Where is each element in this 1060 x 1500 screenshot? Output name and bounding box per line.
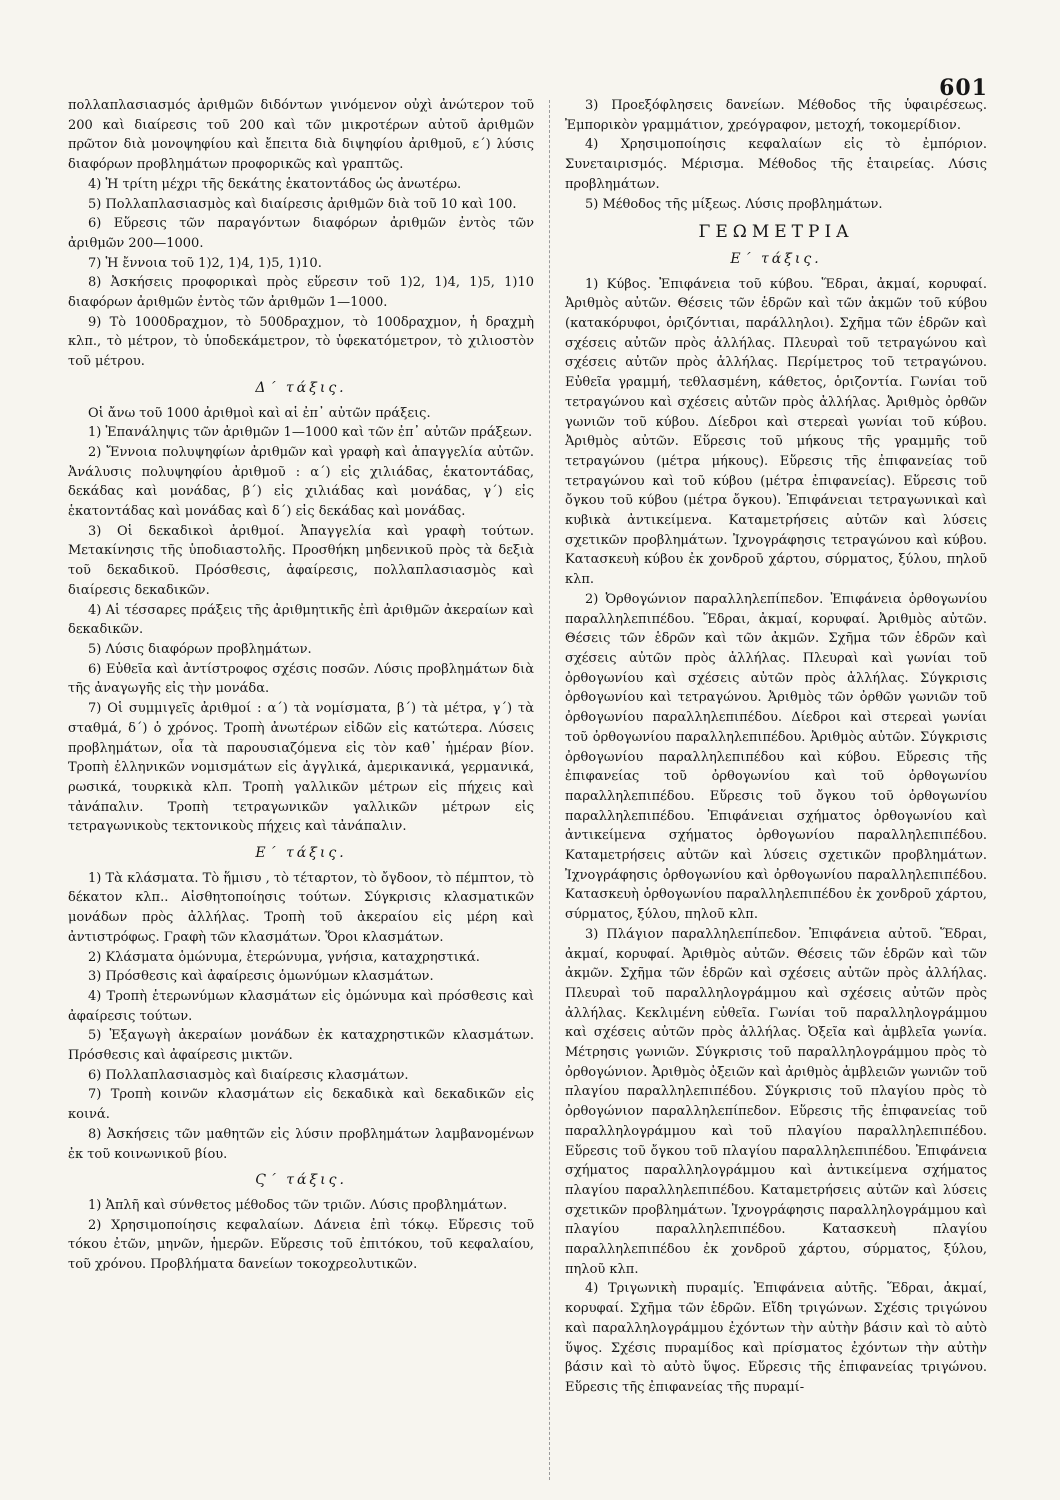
paragraph: 8) Ἀσκήσεις τῶν μαθητῶν εἰς λύσιν προβλημάτων λαμβανομένων ἐκ τοῦ κοινωνικοῦ βίου. <box>68 1126 534 1162</box>
paragraph: 1) Τὰ κλάσματα. Τὸ ἥμισυ , τὸ τέταρτον, τὸ ὄγδοον, τὸ πέμπτον, τὸ δέκατον κλπ.. Αἰσθητοποίησις τούτων. Σύγκρισις κλασματικῶν μονάδων πρὸς ἀλλήλας. Τροπὴ τοῦ ἀκεραίου εἰς μέρη καὶ ἀντιστρόφως. Γραφὴ τῶν κλασμάτων. Ὅροι κλασμάτων. <box>68 870 534 945</box>
page-number: 601 <box>939 75 988 101</box>
paragraph: Οἱ ἄνω τοῦ 1000 ἀριθμοὶ καὶ αἱ ἐπ᾽ αὐτῶν πράξεις. <box>88 405 431 421</box>
paragraph: 2) Ἔννοια πολυψηφίων ἀριθμῶν καὶ γραφὴ καὶ ἀπαγγελία αὐτῶν. Ἀνάλυσις πολυψηφίου ἀριθμοῦ : α΄) εἰς χιλιάδας, ἑκατοντάδας, δεκάδας καὶ μονάδας, β΄) εἰς χιλιάδας καὶ μονάδας, γ΄) εἰς ἑκατοντάδας καὶ μονάδας καὶ δ΄) εἰς δεκάδας καὶ μονάδας. <box>68 444 534 520</box>
paragraph: 6) Εὐθεῖα καὶ ἀντίστροφος σχέσις ποσῶν. Λύσις προβλημάτων διὰ τῆς ἀναγωγῆς εἰς τὴν μονάδα. <box>68 661 534 697</box>
geometry-heading: ΓΕΩΜΕΤΡΙΑ <box>698 222 854 243</box>
section-heading-e: Ε΄ τάξις. <box>255 845 347 862</box>
left-column <box>68 96 534 1275</box>
right-column <box>565 96 987 1398</box>
paragraph: 4) Τριγωνικὴ πυραμίς. Ἐπιφάνεια αὐτῆς. Ἕδραι, ἀκμαί, κορυφαί. Σχῆμα τῶν ἑδρῶν. Εἴδη τριγώνων. Σχέσις τριγώνου καὶ παραλληλογράμμου ἐχόντων τὴν αὐτὴν βάσιν καὶ τὸ αὐτὸ ὕψος. Σχέσις πυραμίδος καὶ πρίσματος ἐχόντων τὴν αὐτὴν βάσιν καὶ τὸ αὐτὸ ὕψος. Εὕρεσις τῆς ἐπιφανείας τριγώνου. Εὕρεσις τῆς ἐπιφανείας τῆς πυραμί- <box>565 1281 987 1395</box>
section-heading-d: Δ΄ τάξις. <box>255 379 347 396</box>
paragraph: 4) Τροπὴ ἑτερωνύμων κλασμάτων εἰς ὁμώνυμα καὶ πρόσθεσις καὶ ἀφαίρεσις τούτων. <box>68 988 534 1024</box>
paragraph: 7) Οἱ συμμιγεῖς ἀριθμοί : α΄) τὰ νομίσματα, β΄) τὰ μέτρα, γ΄) τὰ σταθμά, δ΄) ὁ χρόνος. Τροπὴ ἀνωτέρων εἰδῶν εἰς κατώτερα. Λύσεις προβλημάτων, οἷα τὰ παρουσιαζόμενα εἰς τὸν καθ᾽ ἡμέραν βίον. Τροπὴ ἑλληνικῶν νομισμάτων εἰς ἀγγλικά, ἀμερικανικά, γερμανικά, ρωσικά, τουρκικὰ κλπ. Τροπὴ γαλλικῶν μέτρων εἰς πήχεις καὶ τἀνάπαλιν. Τροπὴ τετραγωνικῶν γαλλικῶν μέτρων εἰς τετραγωνικοὺς τεκτονικοὺς πήχεις καὶ τἀνάπαλιν. <box>68 701 534 835</box>
paragraph: 3) Πλάγιον παραλληλεπίπεδον. Ἐπιφάνεια αὐτοῦ. Ἕδραι, ἀκμαί, κορυφαί. Ἀριθμὸς αὐτῶν. Θέσεις τῶν ἑδρῶν καὶ τῶν ἀκμῶν. Σχῆμα τῶν ἑδρῶν καὶ σχέσεις αὐτῶν πρὸς ἀλλήλας. Πλευραὶ τοῦ παραλληλογράμμου καὶ σχέσεις αὐτῶν πρὸς ἀλλήλας. Κεκλιμένη εὐθεῖα. Γωνίαι τοῦ παραλληλογράμμου καὶ σχέσεις αὐτῶν πρὸς ἀλλήλας. Ὀξεῖα καὶ ἀμβλεῖα γωνία. Μέτρησις γωνιῶν. Σύγκρισις τοῦ παραλληλογράμμου πρὸς τὸ ὀρθογώνιον. Ἀριθμὸς ὀξειῶν καὶ ἀριθμὸς ἀμβλειῶν γωνιῶν τοῦ πλαγίου παραλληλεπιπέδου. Σύγκρισις τοῦ πλαγίου πρὸς τὸ ὀρθογώνιον παραλληλεπίπεδον. Εὕρεσις τῆς ἐπιφανείας τοῦ παραλληλογράμμου καὶ τοῦ πλαγίου παραλληλεπιπέδου. Εὕρεσις τοῦ ὄγκου τοῦ πλαγίου παραλληλεπιπέδου. Ἐπιφάνεια σχήματος παραλληλογράμμου καὶ ἀντικείμενα σχήματος πλαγίου παραλληλεπιπέδου. Καταμετρήσεις αὐτῶν καὶ λύσεις σχετικῶν προβλημάτων. Ἰχνογράφησις παραλληλογράμμου καὶ πλαγίου παραλληλεπιπέδου. Κατασκευὴ πλαγίου παραλληλεπιπέδου ἐκ χονδροῦ χάρτου, σύρματος, ξύλου, πηλοῦ κλπ. <box>565 926 987 1277</box>
paragraph: 4) Ἡ τρίτη μέχρι τῆς δεκάτης ἑκατοντάδος ὡς ἀνωτέρω. <box>88 176 462 192</box>
paragraph: 1) Ἁπλῆ καὶ σύνθετος μέθοδος τῶν τριῶν. Λύσις προβλημάτων. <box>88 1197 508 1213</box>
section-heading-e-geometry: Ε΄ τάξις. <box>730 250 822 267</box>
paragraph: 5) Πολλαπλασιασμὸς καὶ διαίρεσις ἀριθμῶν διὰ τοῦ 10 καὶ 100. <box>88 196 517 212</box>
paragraph: 7) Ἡ ἔννοια τοῦ 1)2, 1)4, 1)5, 1)10. <box>88 255 322 271</box>
column-divider <box>549 100 550 1480</box>
paragraph: 1) Ἐπανάληψις τῶν ἀριθμῶν 1—1000 καὶ τῶν ἐπ᾽ αὐτῶν πράξεων. <box>88 425 533 441</box>
paragraph: 5) Μέθοδος τῆς μίξεως. Λύσις προβλημάτων. <box>585 196 883 212</box>
paragraph: 7) Τροπὴ κοινῶν κλασμάτων εἰς δεκαδικὰ καὶ δεκαδικῶν εἰς κοινά. <box>68 1087 534 1123</box>
paragraph: 6) Πολλαπλασιασμὸς καὶ διαίρεσις κλασμάτων. <box>88 1067 409 1083</box>
paragraph: 9) Τὸ 1000δραχμον, τὸ 500δραχμον, τὸ 100δραχμον, ἡ δραχμὴ κλπ., τὸ μέτρον, τὸ ὑποδεκάμετρον, τὸ ὑφεκατόμετρον, τὸ χιλιοστὸν τοῦ μέτρου. <box>68 314 534 370</box>
paragraph: 8) Ἀσκήσεις προφορικαὶ πρὸς εὕρεσιν τοῦ 1)2, 1)4, 1)5, 1)10 διαφόρων ἀριθμῶν ἐντὸς τῶν ἀριθμῶν 1—1000. <box>68 275 534 311</box>
section-heading-st: Ϛ΄ τάξις. <box>255 1172 347 1189</box>
paragraph: 1) Κύβος. Ἐπιφάνεια τοῦ κύβου. Ἕδραι, ἀκμαί, κορυφαί. Ἀριθμὸς αὐτῶν. Θέσεις τῶν ἑδρῶν καὶ τῶν ἀκμῶν τοῦ κύβου (κατακόρυφοι, ὁριζόντιαι, παράλληλοι). Σχῆμα τῶν ἑδρῶν καὶ σχέσεις αὐτῶν πρὸς ἀλλήλας. Πλευραὶ τοῦ τετραγώνου καὶ σχέσεις αὐτῶν πρὸς ἀλλήλας. Περίμετρος τοῦ τετραγώνου. Εὐθεῖα γραμμή, τεθλασμένη, κάθετος, ὁριζοντία. Γωνίαι τοῦ τετραγώνου καὶ σχέσεις αὐτῶν πρὸς ἀλλήλας. Ἀριθμὸς ὀρθῶν γωνιῶν τοῦ κύβου. Δίεδροι καὶ στερεαὶ γωνίαι τοῦ κύβου. Ἀριθμὸς αὐτῶν. Εὕρεσις τοῦ μήκους τῆς γραμμῆς τοῦ τετραγώνου (μέτρα μήκους). Εὕρεσις τῆς ἐπιφανείας τοῦ τετραγώνου καὶ τοῦ κύβου (μέτρα ἐπιφανείας). Εὕρεσις τοῦ ὄγκου τοῦ κύβου (μέτρα ὄγκου). Ἐπιφάνειαι τετραγωνικαὶ καὶ κυβικὰ ἀντικείμενα. Καταμετρήσεις αὐτῶν καὶ λύσεις σχετικῶν προβλημάτων. Ἰχνογράφησις τετραγώνου καὶ κύβου. Κατασκευὴ κύβου ἐκ χονδροῦ χάρτου, σύρματος, ξύλου, πηλοῦ κλπ. <box>565 276 987 588</box>
paragraph: 6) Εὕρεσις τῶν παραγόντων διαφόρων ἀριθμῶν ἐντὸς τῶν ἀριθμῶν 200—1000. <box>68 216 534 251</box>
paragraph: 2) Χρησιμοποίησις κεφαλαίων. Δάνεια ἐπὶ τόκῳ. Εὕρεσις τοῦ τόκου ἐτῶν, μηνῶν, ἡμερῶν. Εὕρεσις τοῦ ἐπιτόκου, τοῦ κεφαλαίου, τοῦ χρόνου. Προβλήματα δανείων τοκοχρεολυτικῶν. <box>68 1217 534 1273</box>
paragraph: 2) Ὀρθογώνιον παραλληλεπίπεδον. Ἐπιφάνεια ὀρθογωνίου παραλληλεπιπέδου. Ἕδραι, ἀκμαί, κορυφαί. Ἀριθμὸς αὐτῶν. Θέσεις τῶν ἑδρῶν καὶ τῶν ἀκμῶν. Σχῆμα τῶν ἑδρῶν καὶ σχέσεις αὐτῶν πρὸς ἀλλήλας. Πλευραὶ καὶ γωνίαι τοῦ ὀρθογωνίου καὶ σχέσεις αὐτῶν πρὸς ἀλλήλας. Σύγκρισις ὀρθογωνίου καὶ τετραγώνου. Ἀριθμὸς τῶν ὀρθῶν γωνιῶν τοῦ ὀρθογωνίου παραλληλεπιπέδου. Δίεδροι καὶ στερεαὶ γωνίαι τοῦ ὀρθογωνίου παραλληλεπιπέδου. Ἀριθμὸς αὐτῶν. Σύγκρισις ὀρθογωνίου παραλληλεπιπέδου καὶ κύβου. Εὕρεσις τῆς ἐπιφανείας τοῦ ὀρθογωνίου καὶ τοῦ ὀρθογωνίου παραλληλεπιπέδου. Εὕρεσις τοῦ ὄγκου τοῦ ὀρθογωνίου παραλληλεπιπέδου. Ἐπιφάνειαι σχήματος ὀρθογωνίου καὶ ἀντικείμενα σχήματος ὀρθογωνίου παραλληλεπιπέδου. Καταμετρήσεις αὐτῶν καὶ λύσεις σχετικῶν προβλημάτων. Ἰχνογράφησις ὀρθογωνίου καὶ ὀρθογωνίου παραλληλεπιπέδου. Κατασκευὴ ὀρθογωνίου παραλληλεπιπέδου ἐκ χονδροῦ χάρτου, σύρματος, ξύλου, πηλοῦ κλπ. <box>565 591 987 923</box>
paragraph: 3) Οἱ δεκαδικοὶ ἀριθμοί. Ἀπαγγελία καὶ γραφὴ τούτων. Μετακίνησις τῆς ὑποδιαστολῆς. Προσθήκη μηδενικοῦ πρὸς τὰ δεξιὰ τοῦ δεκαδικοῦ. Πρόσθεσις, ἀφαίρεσις, πολλαπλασιασμὸς καὶ διαίρεσις δεκαδικῶν. <box>68 523 534 598</box>
paragraph: 5) Λύσις διαφόρων προβλημάτων. <box>88 641 312 657</box>
paragraph: 4) Αἱ τέσσαρες πράξεις τῆς ἀριθμητικῆς ἐπὶ ἀριθμῶν ἀκεραίων καὶ δεκαδικῶν. <box>68 602 534 638</box>
paragraph: 4) Χρησιμοποίησις κεφαλαίων εἰς τὸ ἐμπόριον. Συνεταιρισμός. Μέρισμα. Μέθοδος τῆς ἑταιρείας. Λύσις προβλημάτων. <box>565 137 987 192</box>
paragraph: πολλαπλασιασμός ἀριθμῶν διδόντων γινόμενον οὐχὶ ἀνώτερον τοῦ 200 καὶ διαίρεσις τοῦ 200 καὶ τῶν μικροτέρων αὐτοῦ ἀριθμῶν πρῶτον διὰ μονοψηφίου καὶ ἔπειτα διὰ διψηφίου ἀριθμοῦ, ε΄) λύσις διαφόρων προβλημάτων προφορικῶς καὶ γραπτῶς. <box>68 98 534 173</box>
paragraph: 5) Ἐξαγωγὴ ἀκεραίων μονάδων ἐκ καταχρηστικῶν κλασμάτων. Πρόσθεσις καὶ ἀφαίρεσις μικτῶν. <box>68 1028 534 1064</box>
paragraph: 3) Προεξόφλησεις δανείων. Μέθοδος τῆς ὑφαιρέσεως. Ἐμπορικὸν γραμμάτιον, χρεόγραφον, μετοχή, τοκομερίδιον. <box>565 98 987 133</box>
paragraph: 3) Πρόσθεσις καὶ ἀφαίρεσις ὁμωνύμων κλασμάτων. <box>88 969 434 985</box>
paragraph: 2) Κλάσματα ὁμώνυμα, ἑτερώνυμα, γνήσια, καταχρηστικά. <box>88 949 480 965</box>
